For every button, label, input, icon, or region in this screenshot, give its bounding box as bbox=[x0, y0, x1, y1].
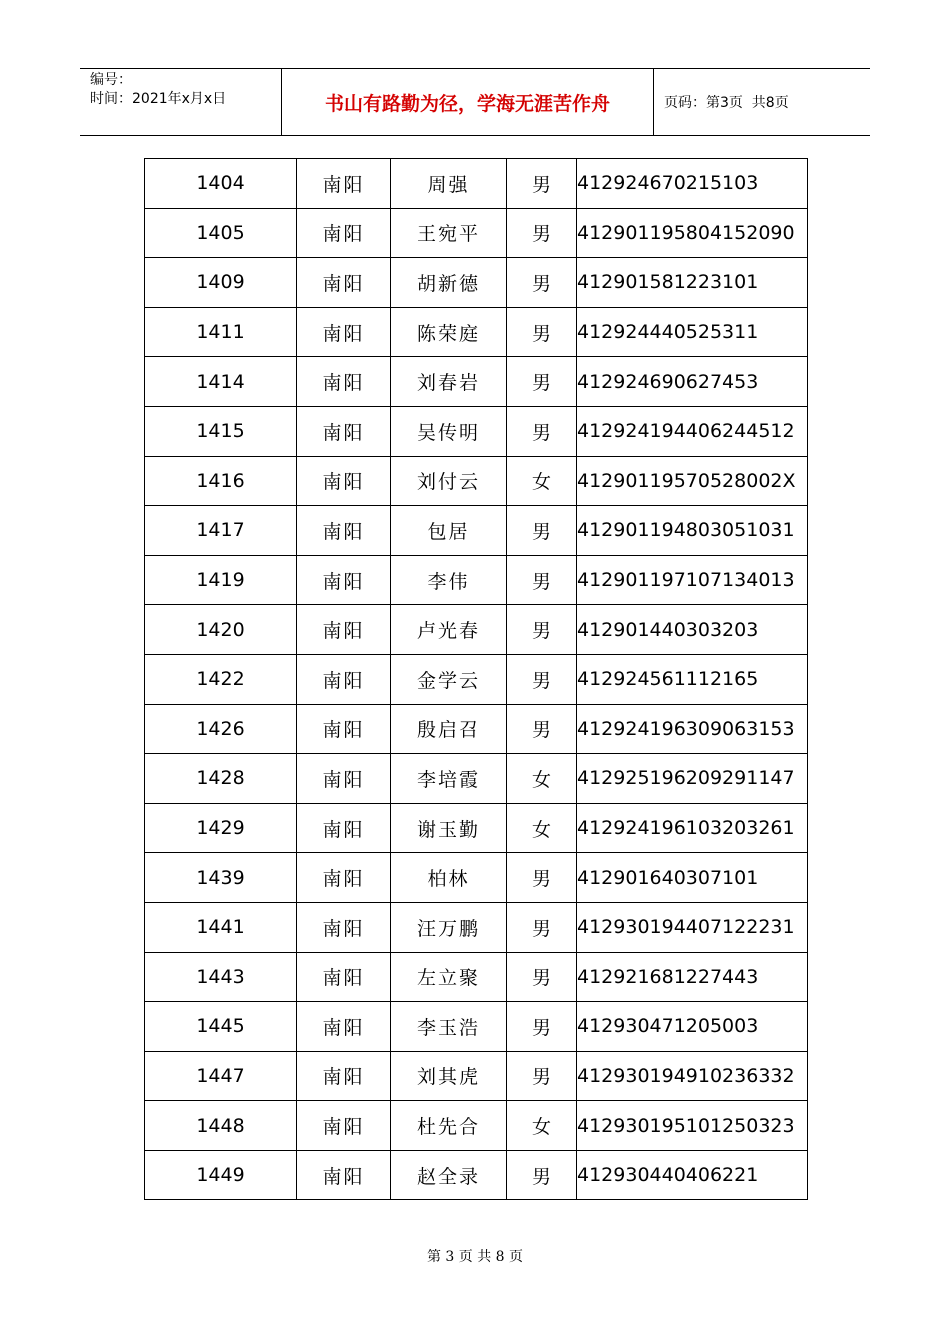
cell-name: 杜先合 bbox=[391, 1101, 507, 1151]
cell-city: 南阳 bbox=[297, 803, 391, 853]
cell-id-number: 412901581223101 bbox=[577, 258, 808, 308]
cell-id-number: 412930471205003 bbox=[577, 1002, 808, 1052]
cell-gender: 女 bbox=[507, 803, 577, 853]
cell-gender: 女 bbox=[507, 1101, 577, 1151]
cell-name: 李培霞 bbox=[391, 754, 507, 804]
cell-number: 1409 bbox=[145, 258, 297, 308]
cell-id-number: 412924670215103 bbox=[577, 159, 808, 209]
cell-id-number: 412930194407122231 bbox=[577, 902, 808, 952]
cell-number: 1443 bbox=[145, 952, 297, 1002]
table-row bbox=[145, 307, 808, 357]
table-row bbox=[145, 357, 808, 407]
cell-city: 南阳 bbox=[297, 258, 391, 308]
table-row bbox=[145, 803, 808, 853]
cell-name: 卢光春 bbox=[391, 605, 507, 655]
cell-number: 1415 bbox=[145, 406, 297, 456]
cell-id-number: 412901197107134013 bbox=[577, 555, 808, 605]
cell-id-number: 412930195101250323 bbox=[577, 1101, 808, 1151]
cell-name: 胡新德 bbox=[391, 258, 507, 308]
cell-number: 1426 bbox=[145, 704, 297, 754]
table-row bbox=[145, 406, 808, 456]
cell-number: 1405 bbox=[145, 208, 297, 258]
table-row bbox=[145, 952, 808, 1002]
cell-gender: 男 bbox=[507, 1150, 577, 1200]
roster-table-body bbox=[145, 159, 808, 1200]
table-row bbox=[145, 159, 808, 209]
cell-gender: 男 bbox=[507, 605, 577, 655]
table-row bbox=[145, 456, 808, 506]
cell-number: 1414 bbox=[145, 357, 297, 407]
cell-name: 刘春岩 bbox=[391, 357, 507, 407]
cell-gender: 男 bbox=[507, 258, 577, 308]
cell-city: 南阳 bbox=[297, 1051, 391, 1101]
cell-city: 南阳 bbox=[297, 506, 391, 556]
cell-gender: 男 bbox=[507, 159, 577, 209]
cell-id-number: 412924561112165 bbox=[577, 654, 808, 704]
cell-id-number: 412924440525311 bbox=[577, 307, 808, 357]
table-row bbox=[145, 555, 808, 605]
cell-city: 南阳 bbox=[297, 754, 391, 804]
cell-number: 1448 bbox=[145, 1101, 297, 1151]
table-row bbox=[145, 654, 808, 704]
cell-number: 1428 bbox=[145, 754, 297, 804]
cell-city: 南阳 bbox=[297, 952, 391, 1002]
cell-name: 刘付云 bbox=[391, 456, 507, 506]
cell-name: 赵全录 bbox=[391, 1150, 507, 1200]
cell-name: 李玉浩 bbox=[391, 1002, 507, 1052]
table-row bbox=[145, 208, 808, 258]
cell-number: 1422 bbox=[145, 654, 297, 704]
cell-number: 1416 bbox=[145, 456, 297, 506]
document-time-label: 时间：2021年x月x日 bbox=[90, 91, 227, 107]
cell-id-number: 412930194910236332 bbox=[577, 1051, 808, 1101]
cell-city: 南阳 bbox=[297, 555, 391, 605]
cell-gender: 男 bbox=[507, 555, 577, 605]
cell-gender: 男 bbox=[507, 307, 577, 357]
table-row bbox=[145, 1150, 808, 1200]
cell-city: 南阳 bbox=[297, 1101, 391, 1151]
cell-id-number: 412930440406221 bbox=[577, 1150, 808, 1200]
cell-number: 1445 bbox=[145, 1002, 297, 1052]
cell-number: 1420 bbox=[145, 605, 297, 655]
cell-city: 南阳 bbox=[297, 406, 391, 456]
cell-gender: 女 bbox=[507, 754, 577, 804]
cell-name: 汪万鹏 bbox=[391, 902, 507, 952]
page-header bbox=[80, 68, 870, 136]
cell-city: 南阳 bbox=[297, 704, 391, 754]
cell-number: 1449 bbox=[145, 1150, 297, 1200]
cell-city: 南阳 bbox=[297, 159, 391, 209]
document-number-label: 编号： bbox=[90, 72, 132, 88]
cell-name: 金学云 bbox=[391, 654, 507, 704]
cell-gender: 男 bbox=[507, 704, 577, 754]
cell-id-number: 412901640307101 bbox=[577, 853, 808, 903]
cell-city: 南阳 bbox=[297, 307, 391, 357]
cell-city: 南阳 bbox=[297, 853, 391, 903]
cell-id-number: 412921681227443 bbox=[577, 952, 808, 1002]
cell-number: 1439 bbox=[145, 853, 297, 903]
header-motto: 书山有路勤为径，学海无涯苦作舟 bbox=[282, 69, 654, 135]
cell-city: 南阳 bbox=[297, 208, 391, 258]
cell-name: 周强 bbox=[391, 159, 507, 209]
cell-id-number: 412925196209291147 bbox=[577, 754, 808, 804]
table-row bbox=[145, 605, 808, 655]
cell-id-number: 412901440303203 bbox=[577, 605, 808, 655]
cell-name: 李伟 bbox=[391, 555, 507, 605]
cell-city: 南阳 bbox=[297, 654, 391, 704]
table-row bbox=[145, 704, 808, 754]
cell-gender: 男 bbox=[507, 952, 577, 1002]
cell-gender: 男 bbox=[507, 406, 577, 456]
cell-id-number: 412924196309063153 bbox=[577, 704, 808, 754]
cell-name: 谢玉勤 bbox=[391, 803, 507, 853]
cell-city: 南阳 bbox=[297, 456, 391, 506]
cell-gender: 男 bbox=[507, 902, 577, 952]
cell-id-number: 412924196103203261 bbox=[577, 803, 808, 853]
cell-number: 1441 bbox=[145, 902, 297, 952]
cell-gender: 男 bbox=[507, 357, 577, 407]
cell-number: 1404 bbox=[145, 159, 297, 209]
cell-gender: 男 bbox=[507, 654, 577, 704]
cell-number: 1417 bbox=[145, 506, 297, 556]
footer-page-number: 第 3 页 共 8 页 bbox=[426, 1249, 524, 1265]
cell-gender: 男 bbox=[507, 506, 577, 556]
cell-name: 左立聚 bbox=[391, 952, 507, 1002]
header-page-info bbox=[654, 69, 870, 135]
table-row bbox=[145, 1051, 808, 1101]
cell-id-number: 412901194803051031 bbox=[577, 506, 808, 556]
cell-name: 陈荣庭 bbox=[391, 307, 507, 357]
table-row bbox=[145, 1101, 808, 1151]
page-footer bbox=[0, 1246, 950, 1266]
cell-gender: 男 bbox=[507, 1002, 577, 1052]
cell-city: 南阳 bbox=[297, 1150, 391, 1200]
table-row bbox=[145, 853, 808, 903]
cell-name: 殷启召 bbox=[391, 704, 507, 754]
cell-id-number: 412924690627453 bbox=[577, 357, 808, 407]
cell-name: 刘其虎 bbox=[391, 1051, 507, 1101]
header-meta bbox=[80, 69, 282, 135]
header-page-label: 页码：第3页 共8页 bbox=[664, 95, 789, 111]
cell-city: 南阳 bbox=[297, 1002, 391, 1052]
cell-name: 王宛平 bbox=[391, 208, 507, 258]
table-row bbox=[145, 754, 808, 804]
cell-gender: 女 bbox=[507, 456, 577, 506]
cell-name: 吴传明 bbox=[391, 406, 507, 456]
cell-number: 1411 bbox=[145, 307, 297, 357]
table-row bbox=[145, 258, 808, 308]
table-row bbox=[145, 506, 808, 556]
roster-table bbox=[144, 158, 808, 1200]
cell-id-number: 41290119570528002X bbox=[577, 456, 808, 506]
cell-gender: 男 bbox=[507, 853, 577, 903]
cell-city: 南阳 bbox=[297, 605, 391, 655]
cell-gender: 男 bbox=[507, 1051, 577, 1101]
cell-number: 1429 bbox=[145, 803, 297, 853]
table-row bbox=[145, 1002, 808, 1052]
cell-city: 南阳 bbox=[297, 357, 391, 407]
cell-id-number: 412901195804152090 bbox=[577, 208, 808, 258]
table-row bbox=[145, 902, 808, 952]
cell-name: 柏林 bbox=[391, 853, 507, 903]
cell-name: 包居 bbox=[391, 506, 507, 556]
cell-number: 1419 bbox=[145, 555, 297, 605]
cell-city: 南阳 bbox=[297, 902, 391, 952]
cell-number: 1447 bbox=[145, 1051, 297, 1101]
cell-gender: 男 bbox=[507, 208, 577, 258]
cell-id-number: 412924194406244512 bbox=[577, 406, 808, 456]
